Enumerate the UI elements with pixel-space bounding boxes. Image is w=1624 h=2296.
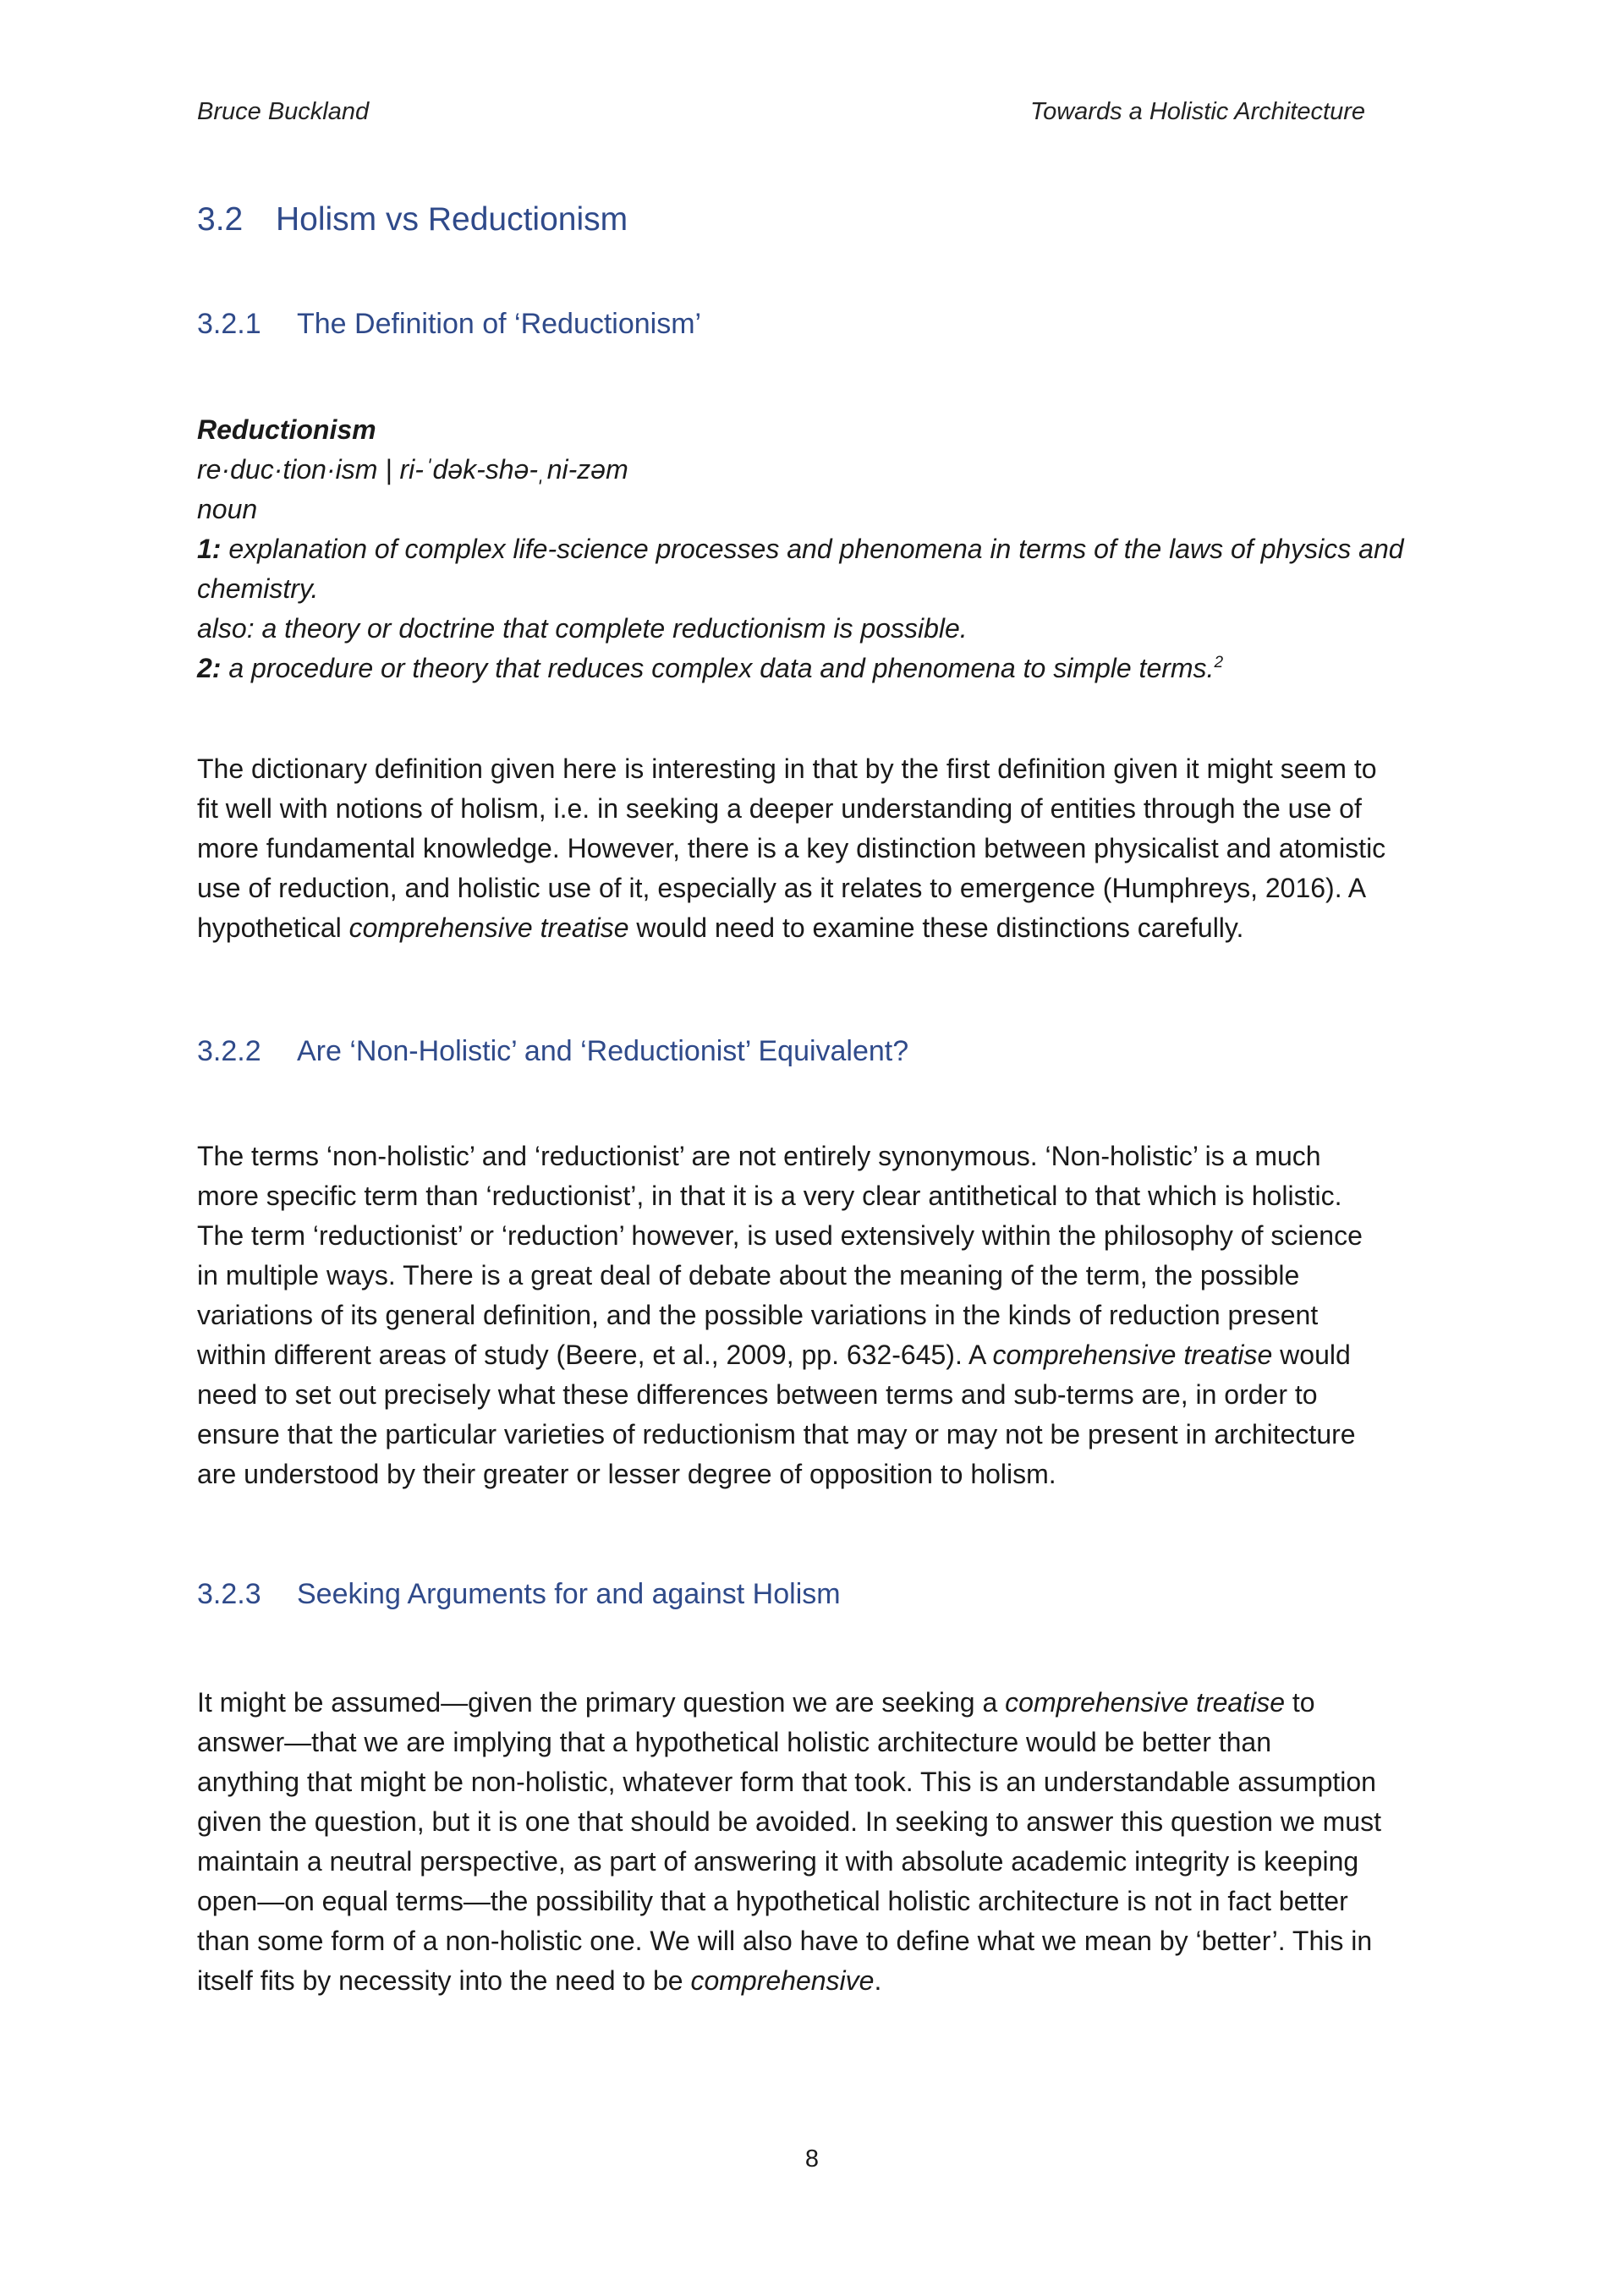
definition-1-line: [197, 529, 1432, 569]
definition-2-text: a procedure or theory that reduces complex data and phenomena to simple terms.: [228, 653, 1215, 683]
section-number: 3.2: [197, 201, 244, 238]
header-author: Bruce Buckland: [197, 98, 370, 125]
subsection-heading-1: [197, 308, 701, 341]
paragraph-line: need to set out precisely what these differences between terms and sub-terms are, in order to: [197, 1379, 1318, 1410]
subsection-number: 3.2.3: [197, 1578, 261, 1610]
subsection-title: Seeking Arguments for and against Holism: [297, 1578, 841, 1610]
definition-2-line: [197, 649, 1432, 688]
paragraph-line: variations of its general definition, and the possible variations in the kinds of reduction present: [197, 1300, 1319, 1330]
subsection-number: 3.2.2: [197, 1035, 261, 1067]
definition-term: Reductionism: [197, 414, 376, 445]
paragraph-3: [197, 1683, 1432, 2001]
paragraph-line: maintain a neutral perspective, as part of answering it with absolute academic integrity is keeping: [197, 1846, 1359, 1877]
paragraph-line: hypothetical comprehensive treatise would need to examine these distinctions carefully.: [197, 912, 1244, 943]
emphasis: comprehensive: [690, 1965, 875, 1996]
section-title: Holism vs Reductionism: [276, 201, 628, 238]
definition-1-text: explanation of complex life-science processes and phenomena in terms of the laws of physics and: [228, 534, 1404, 564]
paragraph-line: anything that might be non-holistic, whatever form that took. This is an understandable assumption: [197, 1767, 1376, 1797]
header-title: Towards a Holistic Architecture: [1030, 98, 1365, 125]
definition-pronunciation: re·duc·tion·ism | ri-ˈdək-shə-ˌni-zəm: [197, 454, 628, 485]
definition-2-number: 2:: [197, 653, 222, 683]
definition-part-of-speech: noun: [197, 494, 258, 524]
paragraph-line: The terms ‘non-holistic’ and ‘reductionist’ are not entirely synonymous. ‘Non-holistic’ is a much: [197, 1141, 1321, 1171]
paragraph-line: It might be assumed—given the primary question we are seeking a comprehensive treatise to: [197, 1687, 1315, 1718]
paragraph-line: The term ‘reductionist’ or ‘reduction’ however, is used extensively within the philosophy of science: [197, 1220, 1363, 1251]
subsection-heading-3: [197, 1578, 841, 1611]
subsection-title: The Definition of ‘Reductionism’: [297, 308, 702, 340]
paragraph-line: ensure that the particular varieties of reductionism that may or may not be present in architecture: [197, 1419, 1356, 1449]
paragraph-line: are understood by their greater or lesser degree of opposition to holism.: [197, 1459, 1056, 1489]
section-heading: [197, 201, 628, 238]
paragraph-line: than some form of a non-holistic one. We will also have to define what we mean by ‘better’. This in: [197, 1926, 1373, 1956]
paragraph-line: use of reduction, and holistic use of it, especially as it relates to emergence (Humphreys, 2016). A: [197, 873, 1367, 903]
paragraph-line: within different areas of study (Beere, et al., 2009, pp. 632-645). A comprehensive treatise would: [197, 1340, 1351, 1370]
paragraph-line: open—on equal terms—the possibility that a hypothetical holistic architecture is not in fact better: [197, 1886, 1348, 1916]
paragraph-line: given the question, but it is one that should be avoided. In seeking to answer this question we must: [197, 1806, 1381, 1837]
subsection-heading-2: [197, 1035, 908, 1068]
dictionary-definition: [197, 410, 1432, 688]
paragraph-line: fit well with notions of holism, i.e. in seeking a deeper understanding of entities through the use of: [197, 793, 1362, 824]
paragraph-line: in multiple ways. There is a great deal of debate about the meaning of the term, the possible: [197, 1260, 1300, 1290]
definition-1-continuation: chemistry.: [197, 573, 319, 604]
paragraph-line: The dictionary definition given here is interesting in that by the first definition given it might seem to: [197, 753, 1377, 784]
subsection-title: Are ‘Non-Holistic’ and ‘Reductionist’ Equivalent?: [297, 1035, 909, 1067]
paragraph-line: more specific term than ‘reductionist’, in that it is a very clear antithetical to that which is holistic.: [197, 1181, 1342, 1211]
footnote-marker: 2: [1214, 654, 1224, 671]
paragraph-1: [197, 749, 1432, 948]
paragraph-line: itself fits by necessity into the need to be comprehensive.: [197, 1965, 882, 1996]
paragraph-2: [197, 1137, 1432, 1494]
emphasis: comprehensive treatise: [1005, 1687, 1285, 1718]
definition-also: also: a theory or doctrine that complete reductionism is possible.: [197, 613, 968, 644]
paragraph-line: more fundamental knowledge. However, there is a key distinction between physicalist and atomistic: [197, 833, 1386, 863]
emphasis: comprehensive treatise: [348, 912, 629, 943]
definition-1-number: 1:: [197, 534, 222, 564]
emphasis: comprehensive treatise: [992, 1340, 1273, 1370]
subsection-number: 3.2.1: [197, 308, 261, 340]
paragraph-line: answer—that we are implying that a hypothetical holistic architecture would be better than: [197, 1727, 1272, 1757]
page-number: 8: [804, 2145, 820, 2173]
